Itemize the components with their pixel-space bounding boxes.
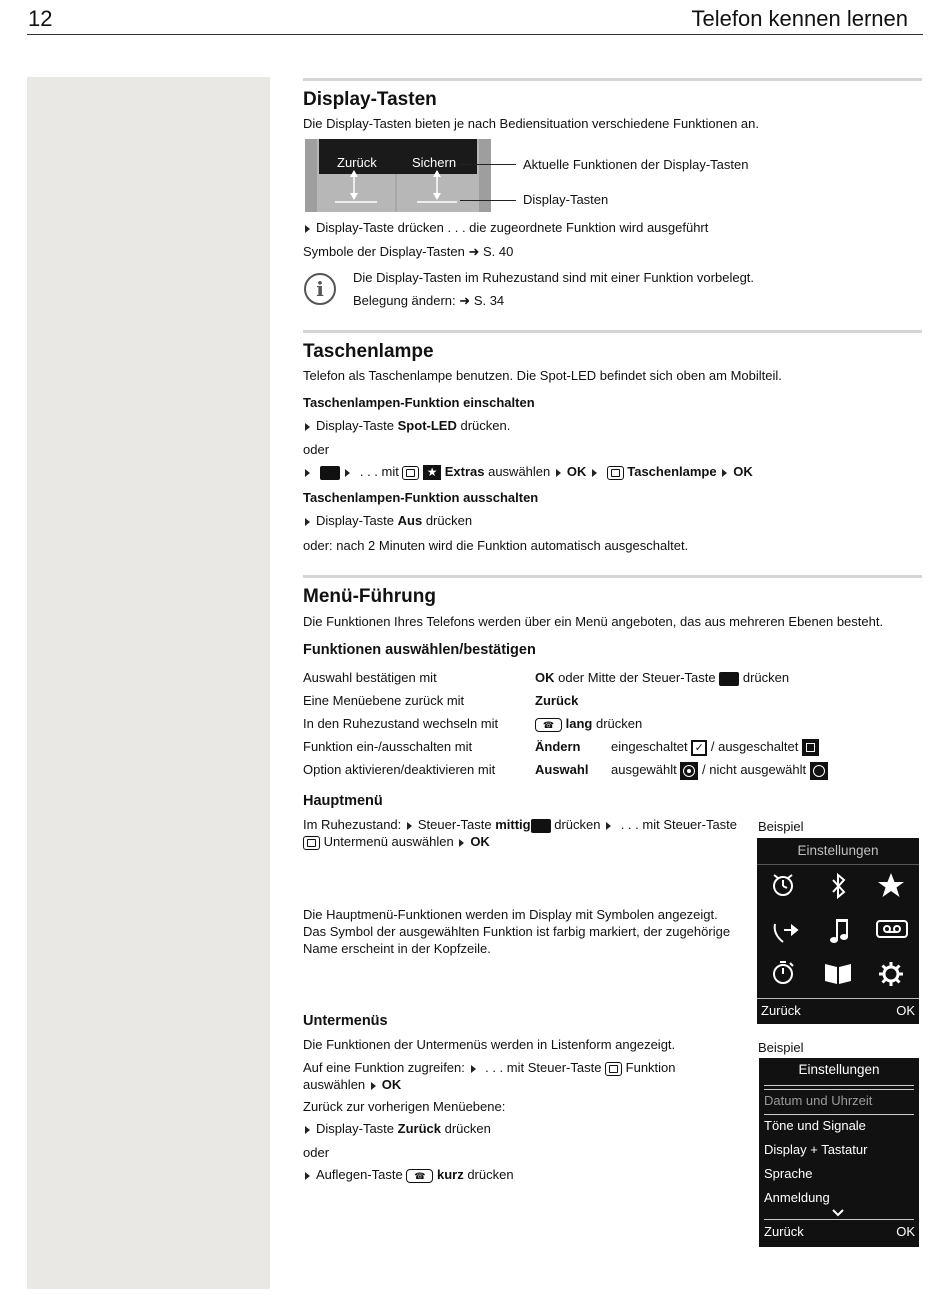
example-label: Beispiel <box>758 1040 804 1055</box>
step-text: drücken. <box>456 418 511 433</box>
screen-right-softkey[interactable]: OK <box>896 1003 915 1018</box>
flashlight-off-step <box>303 512 472 529</box>
sidebar-panel <box>27 77 270 1289</box>
step-arrow-icon <box>345 469 350 477</box>
step-arrow-icon <box>305 225 310 233</box>
screen-title: Einstellungen <box>798 1062 880 1077</box>
row-text: drücken <box>592 716 643 731</box>
info-note-label: Belegung ändern: <box>353 293 456 308</box>
row-label-toggle: Funktion ein-/ausschalten mit <box>303 739 473 754</box>
alarm-clock-icon <box>774 875 792 895</box>
star-icon <box>878 873 904 897</box>
aus-key-label: Aus <box>397 513 423 528</box>
submenu-item[interactable]: Töne und Signale <box>764 1118 866 1133</box>
row-text: drücken <box>739 670 790 685</box>
section-title-menu: Menü-Führung <box>303 586 436 607</box>
sequence-text: . . . mit <box>356 464 403 479</box>
info-icon: i <box>304 273 336 305</box>
flashlight-on-heading: Taschenlampen-Funktion einschalten <box>303 395 535 410</box>
kurz-label: kurz <box>436 1167 464 1182</box>
state-on-text: ausgewählt <box>611 762 677 777</box>
row-label-back: Eine Menüebene zurück mit <box>303 693 465 708</box>
submenu-access <box>303 1059 723 1093</box>
end-call-key-icon: ☎ <box>535 718 562 732</box>
screen-footer-separator <box>764 1219 914 1220</box>
checkbox-unchecked-icon <box>802 739 819 756</box>
symbols-text: Symbole der Display-Tasten <box>303 244 465 259</box>
section-title-display-tasten: Display-Tasten <box>303 89 437 110</box>
description-line: Das Symbol der ausgewählten Funktion ist farbig markiert, der zugehörige <box>303 924 731 939</box>
ok-label: OK <box>535 670 555 685</box>
submenu-item[interactable]: Anmeldung <box>764 1190 830 1205</box>
description-line: Name erscheint in der Kopfzeile. <box>303 941 491 956</box>
callout-current-functions: Aktuelle Funktionen der Display-Tasten <box>523 157 749 172</box>
page-ref-arrow-icon: ➜ <box>468 244 480 259</box>
step-arrow-icon <box>305 469 310 477</box>
callout-line-1 <box>460 164 516 165</box>
instruction-text: . . . mit Steuer-Taste <box>617 817 738 832</box>
step-text: Display-Taste <box>316 513 398 528</box>
extras-star-icon: ★ <box>423 465 441 480</box>
functions-heading: Funktionen auswählen/bestätigen <box>303 642 536 658</box>
state-on-text: eingeschaltet <box>611 739 688 754</box>
step-text: Display-Taste <box>316 418 398 433</box>
flashlight-menu-sequence <box>303 463 753 480</box>
oder-text: oder <box>303 1145 330 1160</box>
step-arrow-icon <box>592 469 597 477</box>
display-tasten-intro: Die Display-Tasten bieten je nach Bediensituation verschiedene Funktionen an. <box>303 116 760 131</box>
music-note-icon <box>830 919 848 943</box>
assignment-page-link[interactable]: S. 34 <box>473 293 505 308</box>
step-text: drücken <box>422 513 473 528</box>
gear-icon <box>879 962 903 986</box>
state-off-text: / nicht ausgewählt <box>698 762 810 777</box>
main-menu-icons-grid <box>757 866 919 996</box>
end-call-key-icon: ☎ <box>406 1169 433 1183</box>
chapter-title: Telefon kennen lernen <box>691 6 908 31</box>
instruction-text: drücken <box>550 817 605 832</box>
ok-label: OK <box>470 834 490 849</box>
instruction-text: . . . mit Steuer-Taste <box>481 1060 606 1075</box>
timer-icon <box>774 962 793 983</box>
checkbox-checked-icon: ✓ <box>691 740 707 756</box>
lang-label: lang <box>565 716 593 731</box>
ok-label: OK <box>566 464 587 479</box>
section-rule <box>303 575 922 578</box>
row-label-confirm: Auswahl bestätigen mit <box>303 670 437 685</box>
control-key-center-icon <box>531 819 551 833</box>
submenu-item[interactable]: Sprache <box>764 1166 813 1181</box>
row-value-toggle-key: Ändern <box>535 739 581 754</box>
main-menu-screen-example <box>757 838 919 1024</box>
screen-right-softkey[interactable]: OK <box>896 1224 915 1239</box>
screen-title-separator <box>757 864 919 865</box>
radio-unselected-icon <box>810 762 828 780</box>
mittig-label: mittig <box>495 817 531 832</box>
control-key-center-icon <box>320 466 340 480</box>
submenu-item-selected[interactable]: Datum und Uhrzeit <box>764 1093 873 1108</box>
description-line: Die Hauptmenü-Funktionen werden im Display mit Symbolen angezeigt. <box>303 907 718 922</box>
flashlight-auto-off-note: oder: nach 2 Minuten wird die Funktion automatisch ausgeschaltet. <box>303 538 689 553</box>
sequence-text: auswählen <box>484 464 554 479</box>
section-rule <box>303 330 922 333</box>
taschenlampe-label: Taschenlampe <box>627 464 717 479</box>
submenu-heading: Untermenüs <box>303 1013 388 1029</box>
instruction-text: Auf eine Funktion zugreifen: <box>303 1060 469 1075</box>
step-arrow-icon <box>459 839 464 847</box>
instruction-text: Funktion <box>622 1060 676 1075</box>
display-keys-arrows <box>305 139 491 212</box>
display-key-left-label: Zurück <box>337 155 377 170</box>
control-key-nav-icon <box>402 466 419 480</box>
header-rule <box>27 34 923 35</box>
submenu-back-step1 <box>303 1120 491 1137</box>
submenu-back-intro: Zurück zur vorherigen Menüebene: <box>303 1099 506 1114</box>
submenu-item[interactable]: Display + Tastatur <box>764 1142 868 1157</box>
step-arrow-icon <box>305 1126 310 1134</box>
main-menu-heading: Hauptmenü <box>303 793 383 809</box>
extras-label: Extras <box>444 464 485 479</box>
info-note-line1: Die Display-Tasten im Ruhezustand sind mit einer Funktion vorbelegt. <box>353 270 755 285</box>
submenu-screen-example <box>759 1058 919 1247</box>
control-key-updown-icon <box>607 466 624 480</box>
state-off-text: / ausgeschaltet <box>707 739 802 754</box>
screen-title-separator <box>764 1085 914 1086</box>
submenu-intro: Die Funktionen der Untermenüs werden in Listenform angezeigt. <box>303 1037 676 1052</box>
section-rule <box>303 78 922 81</box>
step-arrow-icon <box>471 1065 476 1073</box>
call-forward-icon <box>775 924 797 942</box>
control-key-updown-icon <box>605 1062 622 1076</box>
control-key-nav-icon <box>303 836 320 850</box>
submenu-back-step2 <box>303 1166 514 1183</box>
row-text: oder Mitte der Steuer-Taste <box>554 670 720 685</box>
control-key-center-icon <box>719 672 739 686</box>
instruction-text: auswählen <box>303 1077 369 1092</box>
book-icon <box>825 964 851 984</box>
step-arrow-icon <box>606 822 611 830</box>
display-key-step <box>303 219 708 236</box>
page-ref-arrow-icon: ➜ <box>459 293 471 308</box>
section-title-taschenlampe: Taschenlampe <box>303 341 434 362</box>
symbols-page-link[interactable]: S. 40 <box>483 244 514 259</box>
row-value-confirm <box>535 669 789 686</box>
step-arrow-icon <box>371 1082 376 1090</box>
page-number: 12 <box>28 6 53 31</box>
voicemail-icon <box>877 921 907 937</box>
main-menu-instructions <box>303 816 743 850</box>
bluetooth-icon <box>833 875 844 897</box>
step-arrow-icon <box>305 1172 310 1180</box>
display-key-step-text: Display-Taste drücken . . . die zugeordnete Funktion wird ausgeführt <box>316 220 709 235</box>
radio-selected-icon <box>680 762 698 780</box>
step-arrow-icon <box>407 822 412 830</box>
instruction-text: Im Ruhezustand: <box>303 817 405 832</box>
row-label-idle: In den Ruhezustand wechseln mit <box>303 716 499 731</box>
option-states <box>611 761 828 780</box>
ok-label: OK <box>381 1077 402 1092</box>
screen-left-softkey[interactable]: Zurück <box>764 1224 804 1239</box>
flashlight-off-heading: Taschenlampen-Funktion ausschalten <box>303 490 539 505</box>
step-arrow-icon <box>305 423 310 431</box>
oder-text: oder <box>303 442 330 457</box>
display-key-right-label: Sichern <box>412 155 457 170</box>
step-arrow-icon <box>556 469 561 477</box>
row-value-option-key: Auswahl <box>535 762 589 777</box>
row-value-idle <box>535 715 642 732</box>
example-label: Beispiel <box>758 819 804 834</box>
screen-title: Einstellungen <box>757 840 919 862</box>
step-arrow-icon <box>722 469 727 477</box>
row-value-back: Zurück <box>535 693 579 708</box>
taschenlampe-intro: Telefon als Taschenlampe benutzen. Die Spot-LED befindet sich oben am Mobilteil. <box>303 368 782 383</box>
step-text: drücken <box>463 1167 514 1182</box>
instruction-text: Steuer-Taste <box>417 817 496 832</box>
step-arrow-icon <box>305 518 310 526</box>
main-menu-description <box>303 906 743 957</box>
instruction-text: Untermenü auswählen <box>320 834 458 849</box>
menu-intro: Die Funktionen Ihres Telefons werden über ein Menü angeboten, das aus mehreren Ebenen besteht. <box>303 614 884 629</box>
callout-display-keys: Display-Tasten <box>523 192 609 207</box>
screen-left-softkey[interactable]: Zurück <box>761 1003 801 1018</box>
symbols-reference <box>303 243 513 260</box>
row-label-option: Option aktivieren/deaktivieren mit <box>303 762 496 777</box>
display-keys-illustration <box>305 139 491 212</box>
spot-led-key-label: Spot-LED <box>397 418 457 433</box>
screen-footer-separator <box>757 998 919 999</box>
scroll-down-chevron-icon <box>831 1209 845 1217</box>
zurueck-label: Zurück <box>397 1121 441 1136</box>
step-text: Display-Taste <box>316 1121 398 1136</box>
toggle-states <box>611 738 819 756</box>
flashlight-on-step <box>303 417 510 434</box>
info-note-line2 <box>353 292 504 309</box>
ok-label: OK <box>733 464 753 479</box>
step-text: drücken <box>440 1121 491 1136</box>
screen-title-separator <box>764 1089 914 1090</box>
step-text: Auflegen-Taste <box>316 1167 407 1182</box>
selected-item-separator <box>764 1114 914 1115</box>
callout-line-2 <box>460 200 516 201</box>
